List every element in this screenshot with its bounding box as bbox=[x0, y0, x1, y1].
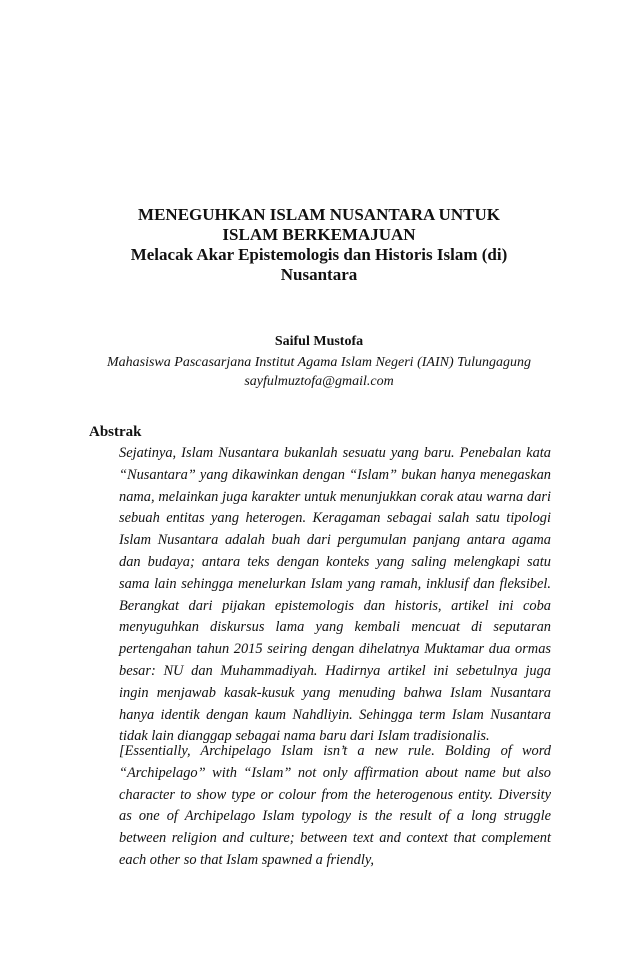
author-email: sayfulmuztofa@gmail.com bbox=[244, 374, 394, 389]
abstract-paragraph-english: [Essentially, Archipelago Islam isn’t a new rule. Bolding of word “Archipelago” with “Islam” not only affirmation about name but also character to show type or colour from the heterogenous entity. Diversity as one of Archipelago Islam typology is the result of a long struggle between religion and culture; between text and context that complement each other so that Islam spawned a friendly, bbox=[119, 743, 551, 868]
author-name: Saiful Mustofa bbox=[274, 334, 364, 349]
abstract-paragraph-indonesian: Sejatinya, Islam Nusantara bukanlah sesuatu yang baru. Penebalan kata “Nusantara” yang dikawinkan dengan “Islam” bukan hanya menegaskan nama, melainkan juga karakter untuk menunjukkan corak atau warna dari sebuah entitas yang heterogen. Keragaman sebagai salah satu tipologi Islam Nusantara adalah buah dari pergumulan panjang antara agama dan budaya; antara teks dengan konteks yang saling melengkapi satu sama lain sehingga menelurkan Islam yang ramah, inklusif dan fleksibel. Berangkat dari pijakan epistemologis dan historis, artikel ini coba menyuguhkan diskursus lama yang kembali mencuat di seputaran pertengahan tahun 2015 seiring dengan dihelatnya Muktamar dua ormas besar: NU dan Muhammadiyah. Hadirnya artikel ini sebetulnya juga ingin menjawab kasak-kusuk yang menuding bahwa Islam Nusantara hanya identik dengan kaum Nahdliyin. Sehingga term Islam Nusantara tidak lain dianggap sebagai nama baru dari Islam tradisionalis. bbox=[119, 445, 551, 745]
paper-title-line1: MENEGUHKAN ISLAM NUSANTARA UNTUK bbox=[138, 205, 500, 224]
paper-subtitle-line1: Melacak Akar Epistemologis dan Historis Islam (di) bbox=[130, 245, 508, 264]
title-block bbox=[80, 205, 558, 285]
abstract-heading: Abstrak bbox=[89, 424, 142, 440]
paper-title-line2: ISLAM BERKEMAJUAN bbox=[222, 225, 416, 244]
paper-subtitle-line2: Nusantara bbox=[280, 265, 358, 284]
author-affiliation: Mahasiswa Pascasarjana Institut Agama Islam Negeri (IAIN) Tulungagung bbox=[106, 355, 532, 370]
